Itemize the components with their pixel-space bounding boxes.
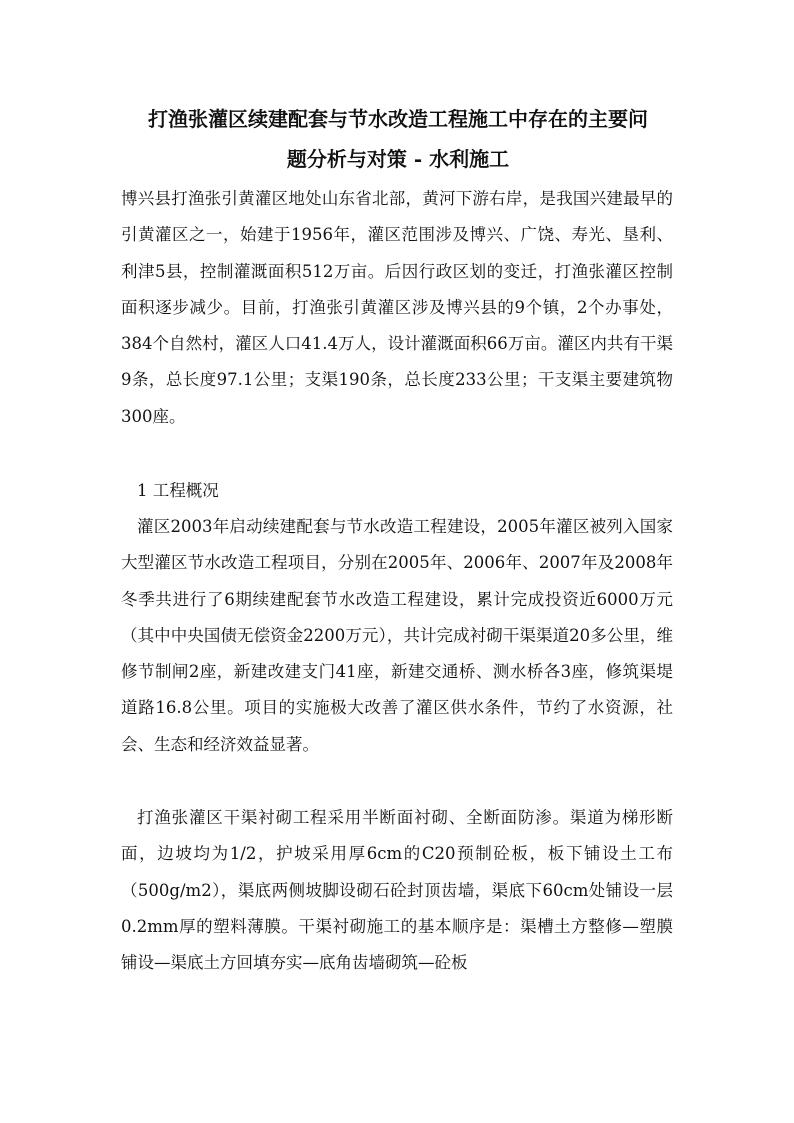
document-title-line-1: 打渔张灌区续建配套与节水改造工程施工中存在的主要问: [148, 107, 648, 131]
document-title-line-2: 题分析与对策 - 水利施工: [286, 147, 510, 171]
paragraph-lining-construction: 打渔张灌区干渠衬砌工程采用半断面衬砌、全断面防渗。渠道为梯形断面，边坡均为1/2，护坡采用厚6cm的C20预制砼板，板下铺设土工布（500g/m2），渠底两侧坡脚设砌石砼封顶齿墙，渠底下60cm处铺设一层0.2mm厚的塑料薄膜。干渠衬砌施工的基本顺序是：渠槽土方整修—塑膜铺设—渠底土方回填夯实—底角齿墙砌筑—砼板: [121, 808, 673, 973]
paragraph-intro: 博兴县打渔张引黄灌区地处山东省北部，黄河下游右岸，是我国兴建最早的引黄灌区之一，始建于1956年，灌区范围涉及博兴、广饶、寿光、垦利、利津5县，控制灌溉面积512万亩。后因行政区划的变迁，打渔张灌区控制面积逐步减少。目前，打渔张引黄灌区涉及博兴县的9个镇，2个办事处，384个自然村，灌区人口41.4万人，设计灌溉面积66万亩。灌区内共有干渠9条，总长度97.1公里；支渠190条，总长度233公里；干支渠主要建筑物300座。: [121, 189, 673, 426]
section-heading-project-overview: 1 工程概况: [137, 481, 219, 500]
paragraph-project-overview: 灌区2003年启动续建配套与节水改造工程建设，2005年灌区被列入国家大型灌区节水改造工程项目，分别在2005年、2006年、2007年及2008年冬季共进行了6期续建配套节水改造工程建设，累计完成投资近6000万元（其中中央国债无偿资金2200万元），共计完成衬砌干渠渠道20多公里，维修节制闸2座，新建改建支门41座，新建交通桥、测水桥各3座，修筑渠堤道路16.8公里。项目的实施极大改善了灌区供水条件，节约了水资源，社会、生态和经济效益显著。: [121, 517, 673, 754]
